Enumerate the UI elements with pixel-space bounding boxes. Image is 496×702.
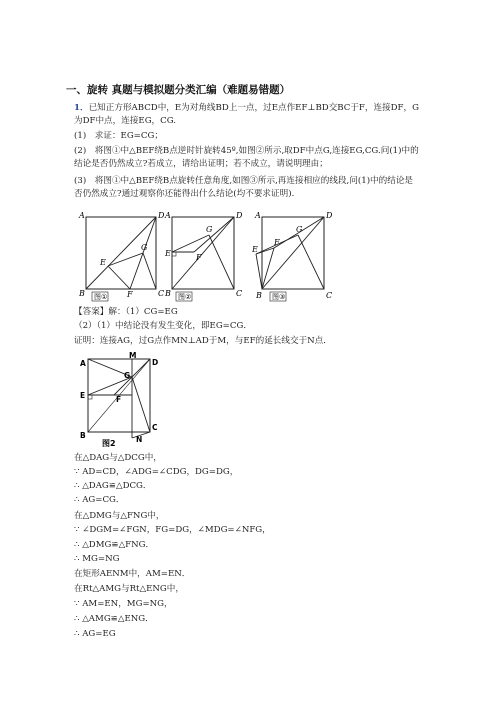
fig2-point-f: F	[196, 253, 202, 262]
proof-point-d: D	[152, 358, 159, 367]
question-3-line-2: 否仍然成立?通过观察你还能得出什么结论(均不要求证明).	[74, 189, 295, 199]
problem-number: 1．	[74, 103, 89, 113]
figure-3	[252, 208, 338, 302]
proof-point-g: G	[124, 371, 131, 380]
proof-point-m: M	[129, 352, 137, 360]
proof-line: 在△DMG与△FNG中，	[74, 511, 165, 521]
fig2-point-g: G	[206, 225, 213, 234]
fig3-point-c: C	[326, 291, 333, 300]
proof-line: 在矩形AENM中，AM=EN．	[74, 569, 191, 579]
figure-1	[78, 210, 168, 302]
section-title: 一、旋转 真题与模拟题分类汇编（难题易错题）	[66, 84, 291, 96]
proof-line: ∵ AD=CD，∠ADG=∠CDG，DG=DG，	[74, 467, 239, 477]
problem-stem-line-1	[74, 103, 419, 114]
proof-line: ∴ △DMG≌△FNG．	[74, 540, 155, 550]
fig2-point-c: C	[236, 289, 243, 298]
proof-line: ∴ AG=CG．	[74, 495, 125, 505]
fig2-point-d: D	[236, 211, 243, 220]
proof-line: ∴ AG=EG	[74, 629, 116, 639]
question-2-line-2: 结论是否仍然成立?若成立，请给出证明；若不成立，请说明理由；	[74, 159, 328, 169]
problem-stem-1: 已知正方形ABCD中，E为对角线BD上一点，过E点作EF⊥BD交BC于F，连接DF，G	[88, 103, 419, 113]
fig1-point-a: A	[79, 211, 85, 220]
proof-line: 在Rt△AMG与Rt△ENG中，	[74, 584, 184, 594]
answer-proof-intro: 证明：连接AG，过G点作MN⊥AD于M，与EF的延长线交于N点．	[74, 336, 332, 346]
proof-point-b: B	[80, 431, 86, 440]
fig2-point-a: A	[165, 211, 171, 220]
fig3-point-d: D	[326, 211, 333, 220]
question-3-line-1: (3) 将图①中△BEF绕B点旋转任意角度,如图③所示,再连接相应的线段,问(1)中的结论是	[74, 176, 414, 186]
question-1: (1) 求证：EG=CG；	[74, 131, 163, 141]
proof-figure	[80, 352, 162, 448]
fig3-point-e: E	[252, 245, 258, 254]
fig3-point-g: G	[296, 225, 303, 234]
proof-line: ∴ △DAG≌△DCG．	[74, 481, 152, 491]
fig1-point-e: E	[100, 258, 106, 267]
figure-2	[164, 210, 244, 302]
answer-part-2: （2）（1）中结论没有发生变化，即EG=CG．	[74, 321, 252, 331]
fig3-point-f: F	[274, 238, 280, 247]
fig1-point-c: C	[158, 289, 165, 298]
fig1-point-f: F	[127, 290, 133, 299]
proof-figure-caption: 图2	[102, 439, 116, 448]
fig1-point-d: D	[158, 211, 165, 220]
fig3-point-a: A	[255, 211, 261, 220]
proof-point-c: C	[152, 423, 158, 432]
proof-line: 在△DAG与△DCG中，	[74, 453, 162, 463]
fig3-point-b: B	[256, 291, 262, 300]
answer-head: 【答案】解：（1）CG=EG	[74, 307, 178, 317]
fig1-point-b: B	[79, 289, 85, 298]
problem-stem-line-2: 为DF中点，连接EG，CG.	[74, 116, 177, 126]
fig3-caption: 图③	[272, 293, 286, 301]
fig1-point-g: G	[141, 243, 148, 252]
proof-line: ∴ MG=NG	[74, 554, 120, 564]
fig2-caption: 图②	[178, 293, 192, 301]
proof-point-a: A	[80, 359, 86, 368]
proof-line: ∵ AM=EN，MG=NG，	[74, 599, 173, 609]
question-2-line-1: (2) 将图①中△BEF绕B点逆时针旋转45º,如图②所示,取DF中点G,连接EG,CG.问(1)中的	[74, 146, 419, 156]
fig2-point-b: B	[165, 289, 171, 298]
proof-line: ∴ △AMG≌△ENG．	[74, 614, 154, 624]
proof-point-f: F	[116, 395, 122, 404]
proof-line: ∵ ∠DGM=∠FGN，FG=DG，∠MDG=∠NFG，	[74, 525, 271, 535]
proof-point-e: E	[80, 391, 86, 400]
proof-point-n: N	[136, 435, 143, 444]
fig1-caption: 图①	[94, 293, 108, 301]
fig2-point-e: E	[165, 249, 171, 258]
